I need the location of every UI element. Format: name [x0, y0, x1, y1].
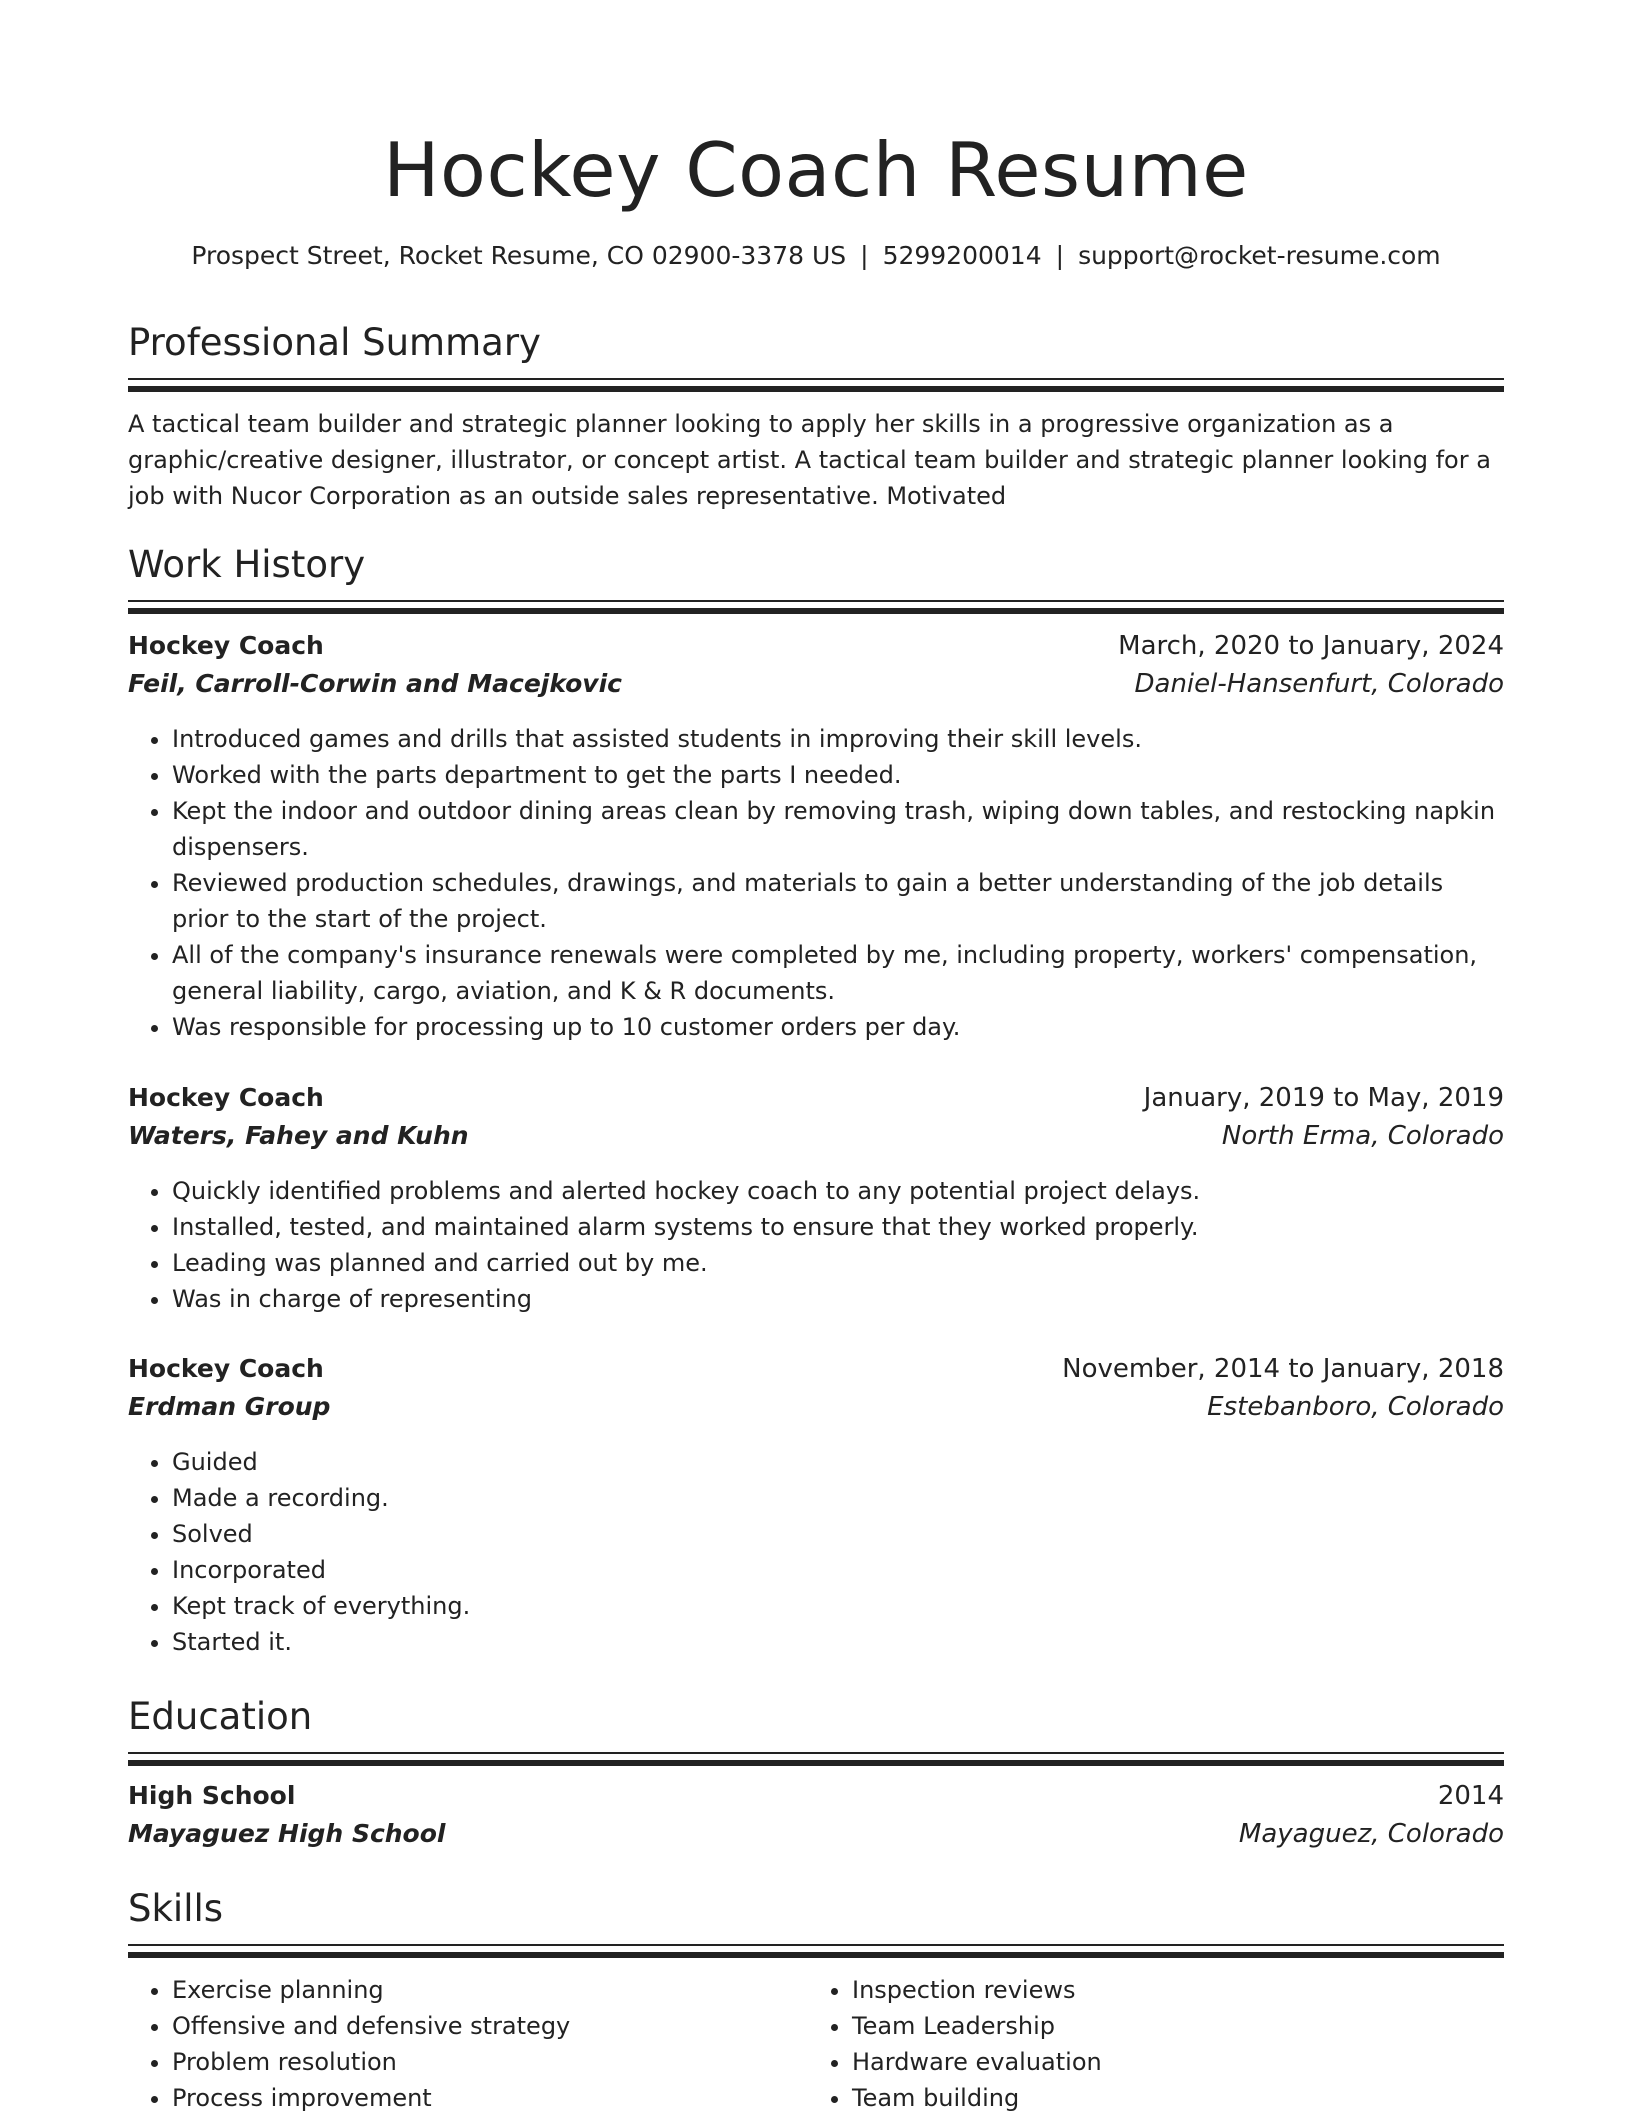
- skill-item: • Process improvement: [172, 2080, 808, 2116]
- work-heading: Work History: [128, 543, 366, 586]
- skill-item: • Team Leadership: [852, 2008, 1488, 2044]
- skills-column-left: [128, 1972, 808, 2116]
- education-section-header: [128, 1692, 1504, 1766]
- skill-item: • Problem resolution: [172, 2044, 808, 2080]
- education-entry: [128, 1781, 1504, 1857]
- job-title: Hockey Coach: [128, 1354, 324, 1383]
- list-item: • Was in charge of representing: [172, 1281, 1504, 1317]
- section-rule: [128, 1752, 1504, 1754]
- job-bullets: [128, 1173, 1504, 1317]
- skills-column-right: [808, 1972, 1488, 2116]
- section-rule: [128, 1952, 1504, 1958]
- section-rule: [128, 1944, 1504, 1946]
- job-entry: [128, 1083, 1504, 1317]
- education-degree: High School: [128, 1781, 296, 1810]
- skill-item: • Offensive and defensive strategy: [172, 2008, 808, 2044]
- list-item: • Started it.: [172, 1624, 1504, 1660]
- contact-separator: |: [1055, 241, 1065, 270]
- section-rule: [128, 386, 1504, 392]
- skills-list: [808, 1972, 1488, 2116]
- skills-grid: [128, 1972, 1504, 2116]
- education-year: 2014: [1437, 1781, 1504, 1811]
- education-location: Mayaguez, Colorado: [1238, 1819, 1504, 1849]
- job-title: Hockey Coach: [128, 1083, 324, 1112]
- list-item: • Guided: [172, 1444, 1504, 1480]
- job-bullets: [128, 1444, 1504, 1660]
- list-item: • Kept the indoor and outdoor dining areas clean by removing trash, wiping down tables, and restocking napkin dispensers.: [172, 793, 1504, 865]
- skills-list: [128, 1972, 808, 2116]
- job-title: Hockey Coach: [128, 631, 324, 660]
- list-item: • Quickly identified problems and alerted hockey coach to any potential project delays.: [172, 1173, 1504, 1209]
- job-location: Daniel-Hansenfurt, Colorado: [1134, 669, 1504, 699]
- job-location: North Erma, Colorado: [1221, 1121, 1504, 1151]
- list-item: • Worked with the parts department to get the parts I needed.: [172, 757, 1504, 793]
- page-title: Hockey Coach Resume: [383, 126, 1249, 214]
- contact-email[interactable]: support@rocket-resume.com: [1078, 241, 1441, 270]
- education-school: Mayaguez High School: [128, 1819, 446, 1848]
- job-location: Estebanboro, Colorado: [1207, 1392, 1504, 1422]
- list-item: • All of the company's insurance renewals were completed by me, including property, workers' compensation, general liability, cargo, aviation, and K & R documents.: [172, 937, 1504, 1009]
- contact-separator: |: [860, 241, 869, 270]
- work-section-header: [128, 540, 1504, 614]
- education-heading: Education: [128, 1695, 313, 1738]
- job-entry: [128, 1354, 1504, 1660]
- summary-heading: Professional Summary: [128, 321, 541, 364]
- list-item: • Was responsible for processing up to 10 customer orders per day.: [172, 1009, 1504, 1045]
- job-dates: November, 2014 to January, 2018: [1062, 1354, 1504, 1384]
- section-rule: [128, 1760, 1504, 1766]
- job-company: Erdman Group: [128, 1392, 331, 1421]
- skill-item: • Exercise planning: [172, 1972, 808, 2008]
- skill-item: • Inspection reviews: [852, 1972, 1488, 2008]
- skills-section-header: [128, 1884, 1504, 1958]
- list-item: • Installed, tested, and maintained alarm systems to ensure that they worked properly.: [172, 1209, 1504, 1245]
- job-dates: March, 2020 to January, 2024: [1118, 631, 1504, 661]
- list-item: • Incorporated: [172, 1552, 1504, 1588]
- job-company: Waters, Fahey and Kuhn: [128, 1121, 469, 1150]
- contact-address: Prospect Street, Rocket Resume, CO 02900-3378 US: [191, 241, 847, 270]
- summary-section-header: [128, 318, 1504, 392]
- section-rule: [128, 600, 1504, 602]
- list-item: • Leading was planned and carried out by me.: [172, 1245, 1504, 1281]
- section-rule: [128, 608, 1504, 614]
- job-company: Feil, Carroll-Corwin and Macejkovic: [128, 669, 622, 698]
- list-item: • Introduced games and drills that assisted students in improving their skill levels.: [172, 721, 1504, 757]
- skill-item: • Team building: [852, 2080, 1488, 2116]
- list-item: • Made a recording.: [172, 1480, 1504, 1516]
- job-dates: January, 2019 to May, 2019: [1143, 1083, 1504, 1113]
- list-item: • Solved: [172, 1516, 1504, 1552]
- contact-line: [128, 238, 1504, 274]
- summary-text: A tactical team builder and strategic planner looking to apply her skills in a progressive organization as a graphic/creative designer, illustrator, or concept artist. A tactical team builder and strategic planner looking for a job with Nucor Corporation as an outside sales representative. Motivated: [128, 410, 1491, 510]
- list-item: • Reviewed production schedules, drawings, and materials to gain a better understanding of the job details prior to the start of the project.: [172, 865, 1504, 937]
- job-entry: [128, 631, 1504, 1045]
- contact-phone: 5299200014: [882, 241, 1042, 270]
- section-rule: [128, 378, 1504, 380]
- skills-heading: Skills: [128, 1887, 224, 1930]
- list-item: • Kept track of everything.: [172, 1588, 1504, 1624]
- job-bullets: [128, 721, 1504, 1045]
- skill-item: • Hardware evaluation: [852, 2044, 1488, 2080]
